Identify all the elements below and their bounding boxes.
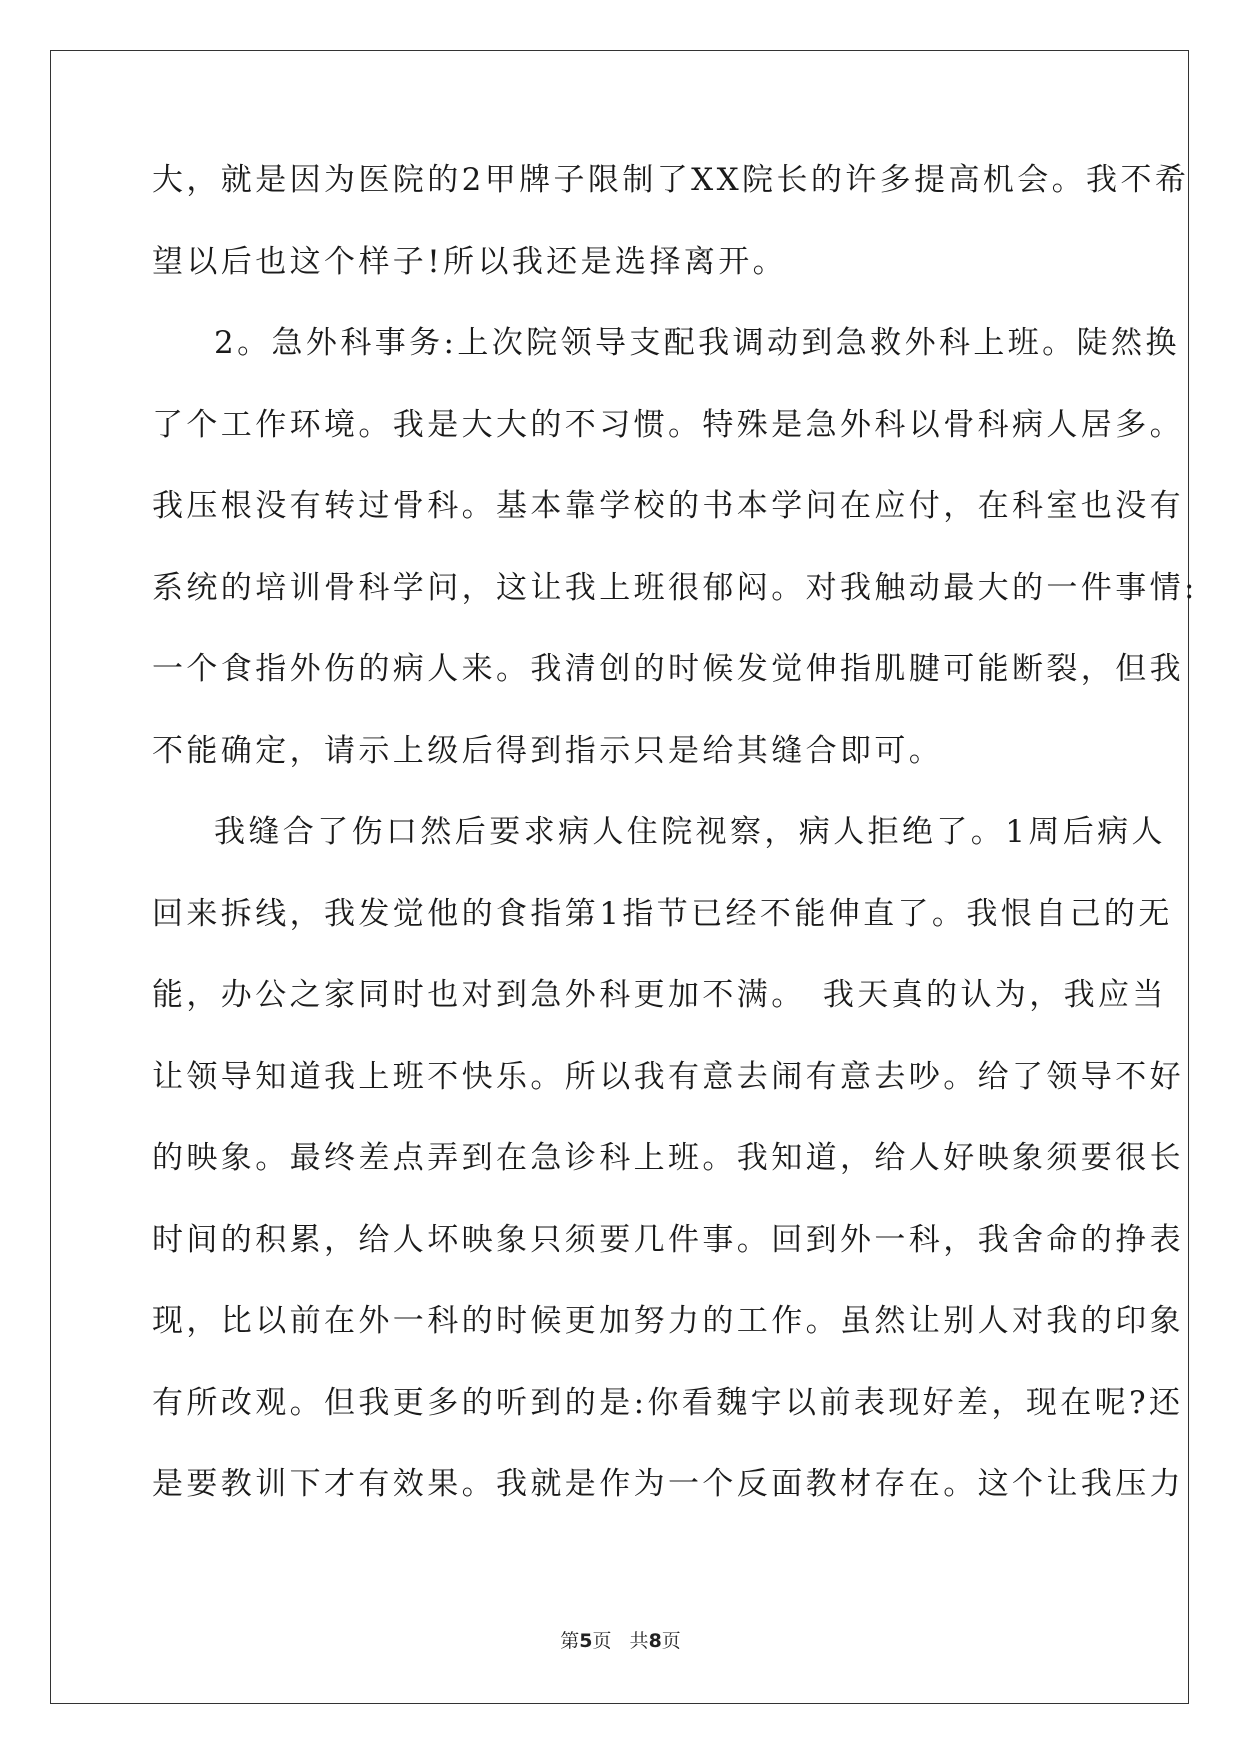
page-footer xyxy=(0,1626,1241,1653)
text-line: 系统的培训骨科学问，这让我上班很郁闷。对我触动最大的一件事情: xyxy=(152,569,1198,606)
footer-prefix: 第 xyxy=(560,1630,580,1652)
text-line: 回来拆线，我发觉他的食指第1指节已经不能伸直了。我恨自己的无 xyxy=(152,895,1173,932)
text-line: 能，办公之家同时也对到急外科更加不满。 我天真的认为，我应当 xyxy=(152,977,1167,1013)
text-line: 我压根没有转过骨科。基本靠学校的书本学问在应付，在科室也没有 xyxy=(152,488,1184,524)
text-line: 让领导知道我上班不快乐。所以我有意去闹有意去吵。给了领导不好 xyxy=(152,1058,1184,1095)
text-line: 不能确定，请示上级后得到指示只是给其缝合即可。 xyxy=(152,732,944,769)
current-page-number: 5 xyxy=(579,1630,593,1652)
text-line: 时间的积累，给人坏映象只须要几件事。回到外一科，我舍命的挣表 xyxy=(152,1221,1184,1258)
document-body xyxy=(152,160,1198,1546)
text-line: 有所改观。但我更多的听到的是:你看魏宇以前表现好差，现在呢?还 xyxy=(152,1384,1184,1421)
text-line: 是要教训下才有效果。我就是作为一个反面教材存在。这个让我压力 xyxy=(152,1466,1184,1502)
text-line: 望以后也这个样子!所以我还是选择离开。 xyxy=(152,243,788,280)
text-line: 现，比以前在外一科的时候更加努力的工作。虽然让别人对我的印象 xyxy=(152,1303,1184,1339)
footer-suffix: 页 xyxy=(661,1630,681,1652)
text-line: 一个食指外伤的病人来。我清创的时候发觉伸指肌腱可能断裂，但我 xyxy=(152,651,1184,687)
text-line-indented: 我缝合了伤口然后要求病人住院视察，病人拒绝了。1周后病人 xyxy=(214,814,1166,850)
text-line-indented: 2。急外科事务:上次院领导支配我调动到急救外科上班。陡然换 xyxy=(214,325,1180,361)
text-line: 大，就是因为医院的2甲牌子限制了XX院长的许多提高机会。我不希 xyxy=(152,162,1190,198)
text-line: 了个工作环境。我是大大的不习惯。特殊是急外科以骨科病人居多。 xyxy=(152,406,1184,443)
text-line: 的映象。最终差点弄到在急诊科上班。我知道，给人好映象须要很长 xyxy=(152,1140,1184,1176)
footer-middle: 页 共 xyxy=(592,1630,649,1652)
total-page-number: 8 xyxy=(648,1630,662,1652)
